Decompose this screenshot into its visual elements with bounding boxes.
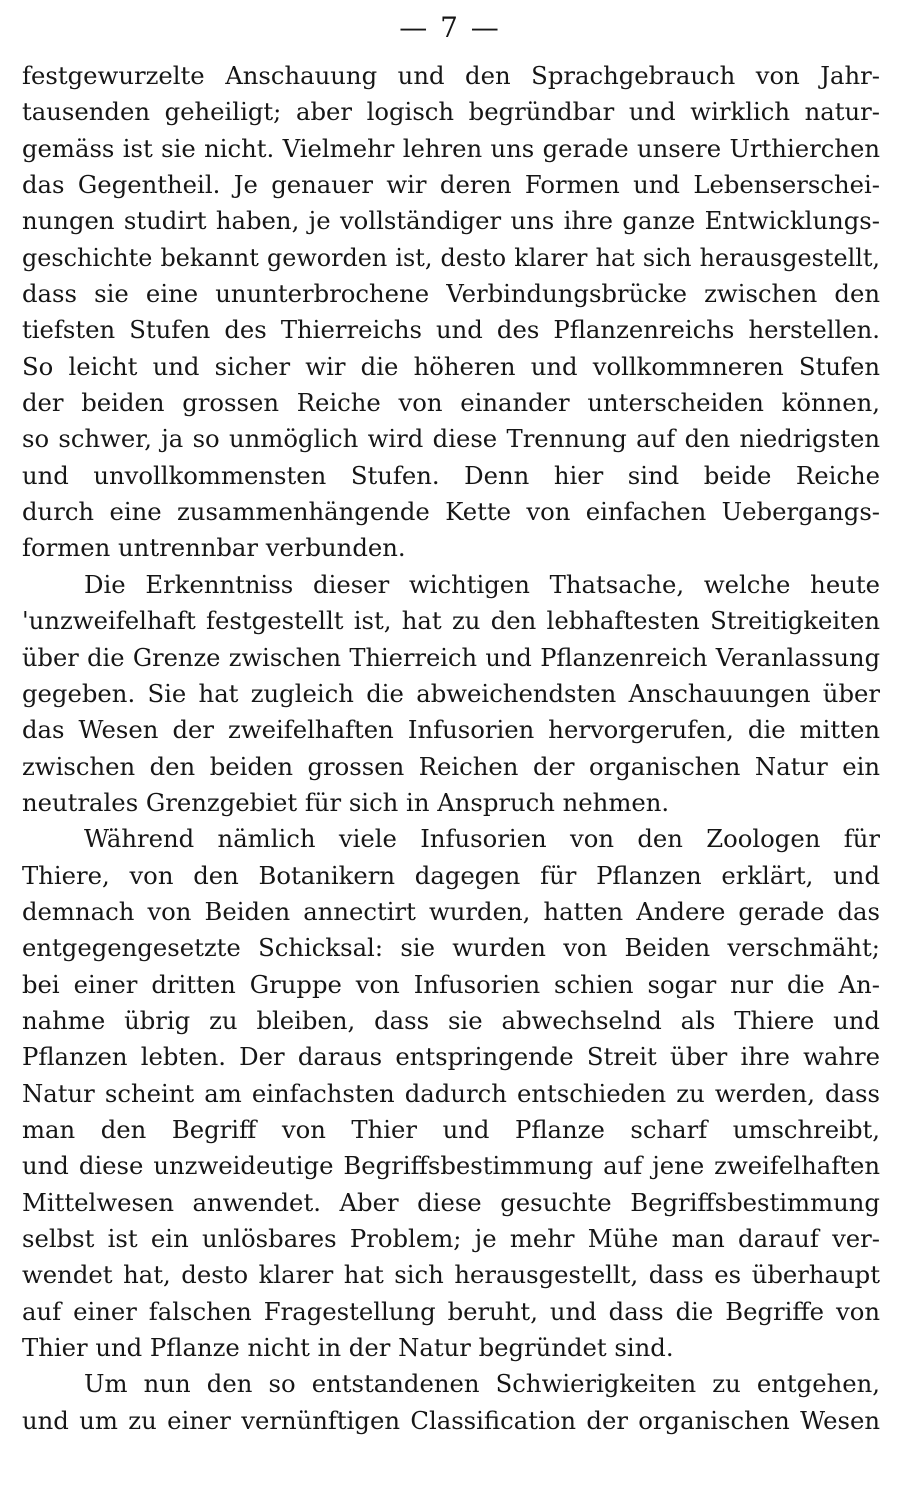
- text-line: und um zu einer vernünftigen Classification der organischen Wesen: [22, 1405, 880, 1435]
- text-line: über die Grenze zwischen Thierreich und Pflanzenreich Veranlassung: [22, 643, 880, 672]
- text-line: nahme übrig zu bleiben, dass sie abwechselnd als Thiere und: [22, 1005, 880, 1035]
- text-line: gegeben. Sie hat zugleich die abweichendsten Anschauungen über: [22, 678, 880, 708]
- body-text: [22, 58, 880, 1439]
- text-line: Thier und Pflanze nicht in der Natur begründet sind.: [22, 1333, 674, 1363]
- text-line: formen untrennbar verbunden.: [22, 533, 406, 563]
- text-line: geschichte bekannt geworden ist, desto klarer hat sich herausgestellt,: [22, 243, 880, 272]
- text-line: bei einer dritten Gruppe von Infusorien schien sogar nur die An-: [22, 969, 880, 999]
- text-line: der beiden grossen Reiche von einander unterscheiden können,: [22, 388, 880, 418]
- text-line: man den Begriff von Thier und Pflanze scharf umschreibt,: [22, 1114, 880, 1144]
- text-line: dass sie eine ununterbrochene Verbindungsbrücke zwischen den: [22, 279, 880, 309]
- text-line: tiefsten Stufen des Thierreichs und des Pflanzenreichs herstellen.: [22, 315, 880, 345]
- text-line: Mittelwesen anwendet. Aber diese gesuchte Begriffsbestimmung: [22, 1187, 880, 1217]
- text-line: Während nämlich viele Infusorien von den Zoologen für: [84, 824, 880, 854]
- text-line: So leicht und sicher wir die höheren und vollkommneren Stufen: [22, 351, 880, 381]
- text-line: durch eine zusammenhängende Kette von einfachen Uebergangs-: [22, 497, 880, 527]
- text-line: Pflanzen lebten. Der daraus entspringende Streit über ihre wahre: [22, 1042, 880, 1072]
- text-line: zwischen den beiden grossen Reichen der organischen Natur ein: [22, 751, 880, 781]
- text-line: Um nun den so entstandenen Schwierigkeiten zu entgehen,: [84, 1369, 880, 1399]
- text-line: das Gegentheil. Je genauer wir deren Formen und Lebenserschei-: [22, 170, 880, 200]
- text-line: selbst ist ein unlösbares Problem; je mehr Mühe man darauf ver-: [22, 1224, 880, 1253]
- text-line: wendet hat, desto klarer hat sich herausgestellt, dass es überhaupt: [22, 1260, 880, 1290]
- text-line: das Wesen der zweifelhaften Infusorien hervorgerufen, die mitten: [22, 715, 880, 745]
- page-number: — 7 —: [399, 11, 501, 44]
- text-line: und unvollkommensten Stufen. Denn hier sind beide Reiche: [22, 460, 880, 490]
- text-line: entgegengesetzte Schicksal: sie wurden von Beiden verschmäht;: [22, 933, 880, 963]
- text-line: auf einer falschen Fragestellung beruht, und dass die Begriffe von: [22, 1296, 880, 1326]
- text-line: Thiere, von den Botanikern dagegen für Pflanzen erklärt, und: [22, 860, 880, 890]
- text-line: tausenden geheiligt; aber logisch begründbar und wirklich natur-: [22, 97, 880, 127]
- text-line: demnach von Beiden annectirt wurden, hatten Andere gerade das: [22, 896, 880, 926]
- text-line: festgewurzelte Anschauung und den Sprachgebrauch von Jahr-: [22, 61, 880, 90]
- text-line: und diese unzweideutige Begriffsbestimmung auf jene zweifelhaften: [22, 1151, 880, 1181]
- text-line: Natur scheint am einfachsten dadurch entschieden zu werden, dass: [22, 1078, 880, 1108]
- text-line: nungen studirt haben, je vollständiger uns ihre ganze Entwicklungs-: [22, 206, 880, 236]
- text-line: so schwer, ja so unmöglich wird diese Trennung auf den niedrigsten: [22, 424, 880, 454]
- text-line: Die Erkenntniss dieser wichtigen Thatsache, welche heute: [84, 569, 880, 599]
- text-line: neutrales Grenzgebiet für sich in Anspruch nehmen.: [22, 787, 670, 817]
- text-line: 'unzweifelhaft festgestellt ist, hat zu den lebhaftesten Streitigkeiten: [22, 606, 880, 636]
- text-line: gemäss ist sie nicht. Vielmehr lehren uns gerade unsere Urthierchen: [22, 133, 880, 163]
